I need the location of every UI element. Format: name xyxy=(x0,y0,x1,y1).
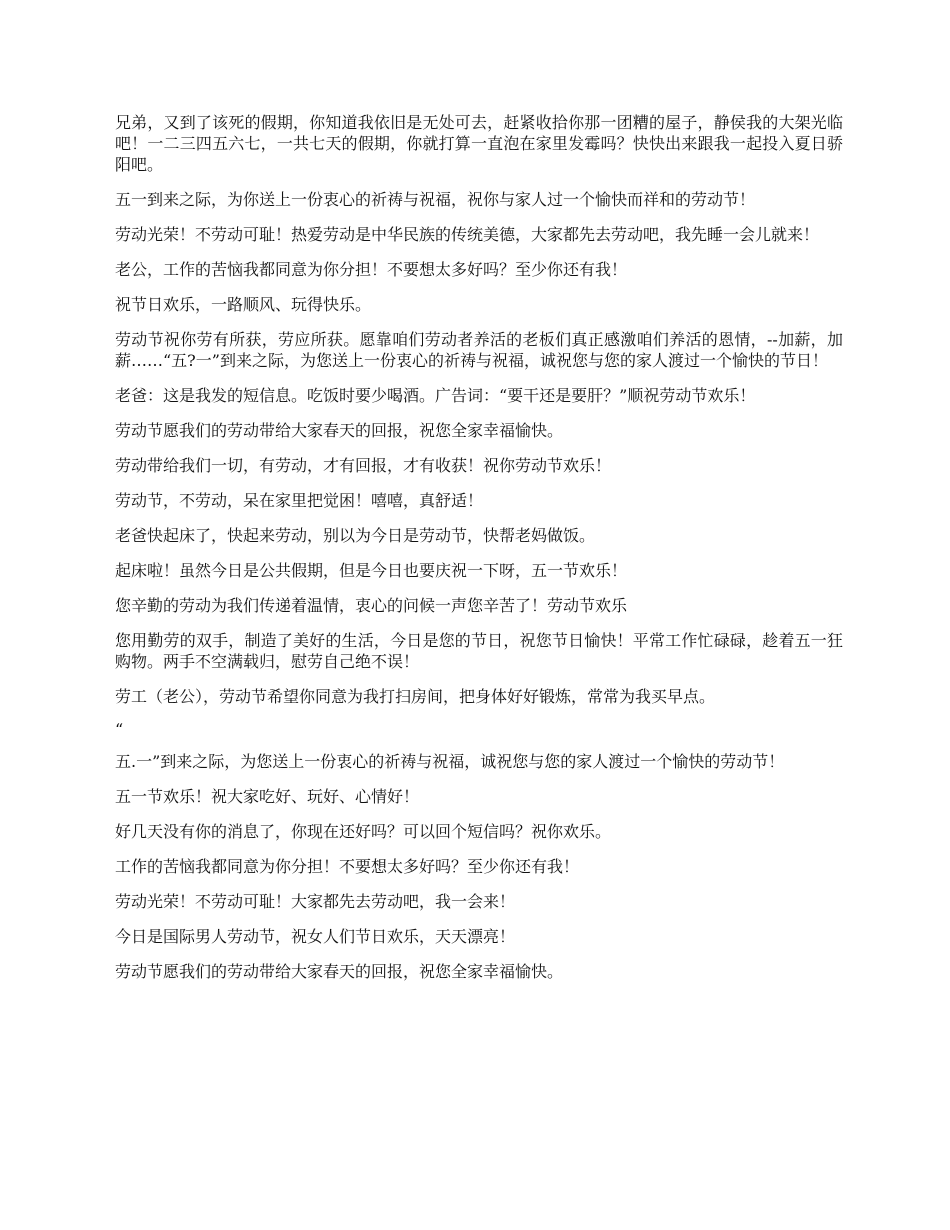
paragraph-15: 劳工（老公），劳动节希望你同意为我打扫房间，把身体好好锻炼，常常为我买早点。 xyxy=(115,687,716,706)
paragraph-12: 起床啦！虽然今日是公共假期，但是今日也要庆祝一下呀，五一节欢乐！ xyxy=(115,561,628,580)
paragraph-2: 五一到来之际，为你送上一份衷心的祈祷与祝福，祝你与家人过一个愉快而祥和的劳动节！ xyxy=(115,190,756,209)
paragraph-5: 祝节日欢乐，一路顺风、玩得快乐。 xyxy=(115,295,372,314)
paragraph-1: 兄弟，又到了该死的假期，你知道我依旧是无处可去，赶紧收拾你那一团糟的屋子，静侯我的大架光临吧！一二三四五六七，一共七天的假期，你就打算一直泡在家里发霉吗？快快出来跟我一起投入夏日骄阳吧。 xyxy=(115,113,843,174)
paragraph-19: 好几天没有你的消息了，你现在还好吗？可以回个短信吗？祝你欢乐。 xyxy=(115,822,612,841)
paragraph-4: 老公，工作的苦恼我都同意为你分担！不要想太多好吗？至少你还有我！ xyxy=(115,260,628,279)
paragraph-22: 今日是国际男人劳动节，祝女人们节日欢乐，天天漂亮！ xyxy=(115,927,516,946)
paragraph-18: 五一节欢乐！祝大家吃好、玩好、心情好！ xyxy=(115,787,420,806)
paragraph-20: 工作的苦恼我都同意为你分担！不要想太多好吗？至少你还有我！ xyxy=(115,857,580,876)
paragraph-23: 劳动节愿我们的劳动带给大家春天的回报，祝您全家幸福愉快。 xyxy=(115,962,564,981)
paragraph-8: 劳动节愿我们的劳动带给大家春天的回报，祝您全家幸福愉快。 xyxy=(115,421,564,440)
paragraph-9: 劳动带给我们一切，有劳动，才有回报，才有收获！祝你劳动节欢乐！ xyxy=(115,456,612,475)
paragraph-14: 您用勤劳的双手，制造了美好的生活，今日是您的节日，祝您节日愉快！平常工作忙碌碌，趁着五一狂购物。两手不空满载归，慰劳自己绝不误！ xyxy=(115,631,843,671)
paragraph-11: 老爸快起床了，快起来劳动，别以为今日是劳动节，快帮老妈做饭。 xyxy=(115,526,596,545)
paragraph-6: 劳动节祝你劳有所获，劳应所获。愿靠咱们劳动者养活的老板们真正感激咱们养活的恩情，--加薪，加薪……“五?一”到来之际，为您送上一份衷心的祈祷与祝福，诚祝您与您的家人渡过一个愉快的节日！ xyxy=(115,330,843,370)
document-body xyxy=(115,112,843,996)
paragraph-17: 五.一”到来之际，为您送上一份衷心的祈祷与祝福，诚祝您与您的家人渡过一个愉快的劳动节！ xyxy=(115,752,785,771)
paragraph-10: 劳动节，不劳动，呆在家里把觉困！嘻嘻，真舒适！ xyxy=(115,491,484,510)
paragraph-3: 劳动光荣！不劳动可耻！热爱劳动是中华民族的传统美德，大家都先去劳动吧，我先睡一会儿就来！ xyxy=(115,225,820,244)
paragraph-13: 您辛勤的劳动为我们传递着温情，衷心的问候一声您辛苦了！劳动节欢乐 xyxy=(115,596,628,615)
paragraph-16: “ xyxy=(115,720,124,739)
paragraph-7: 老爸：这是我发的短信息。吃饭时要少喝酒。广告词：“要干还是要肝？”顺祝劳动节欢乐！ xyxy=(115,386,756,405)
paragraph-21: 劳动光荣！不劳动可耻！大家都先去劳动吧，我一会来！ xyxy=(115,892,516,911)
